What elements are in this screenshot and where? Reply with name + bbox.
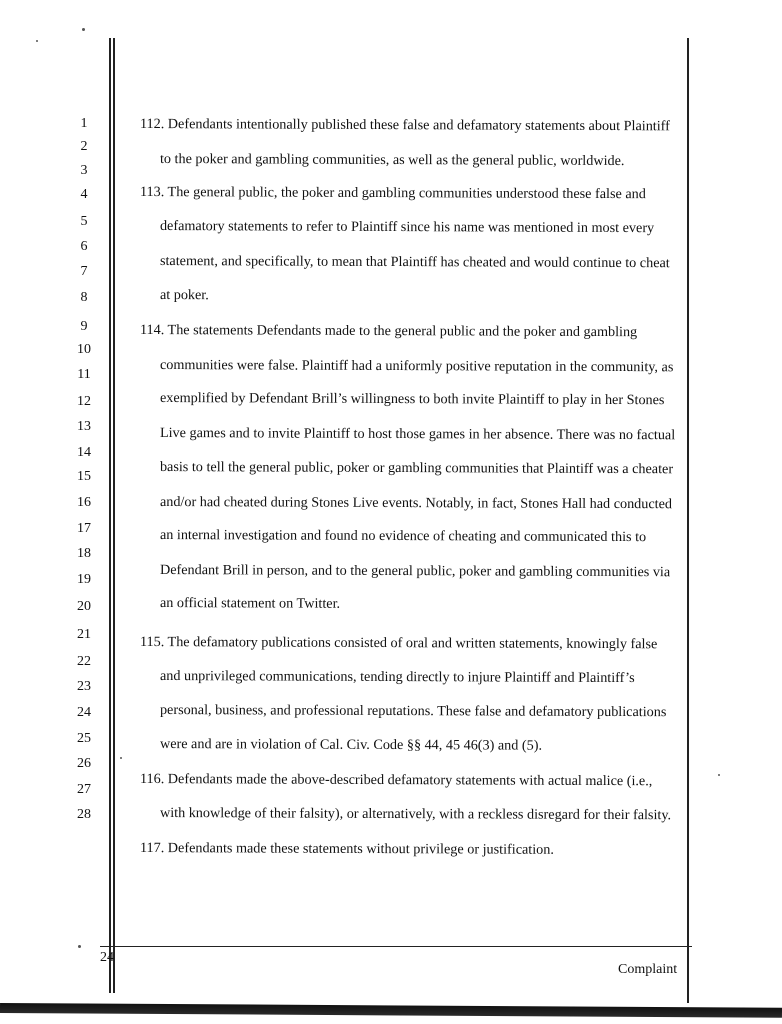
right-margin-rule [687, 38, 689, 1003]
paragraph-line: with knowledge of their falsity), or alternatively, with a reckless disregard for their falsity. [159, 805, 672, 824]
paragraph-first-line: 112. Defendants intentionally published these false and defamatory statements about Plaintiff [139, 116, 670, 135]
paragraph-line: exemplified by Defendant Brill’s willingness to both invite Plaintiff to play in her Stones [159, 390, 665, 409]
pleading-line-number: 17 [77, 521, 91, 536]
pleading-line-number: 25 [77, 731, 91, 746]
pleading-line-number: 22 [77, 654, 91, 669]
pleading-line-number: 19 [77, 572, 91, 587]
scan-speck [36, 40, 38, 42]
page-number: 24 [100, 950, 114, 965]
pleading-line-number: 2 [80, 139, 88, 154]
pleading-line-number: 4 [80, 187, 88, 202]
pleading-line-number: 23 [77, 679, 91, 694]
paragraph-first-line: 115. The defamatory publications consisted of oral and written statements, knowingly false [139, 634, 658, 653]
scan-bottom-shadow [0, 1003, 782, 1018]
pleading-line-number: 15 [77, 469, 91, 484]
pleading-line-number: 24 [77, 705, 91, 720]
paragraph-line: statement, and specifically, to mean that Plaintiff has cheated and would continue to cheat [159, 253, 670, 272]
paragraph-line: defamatory statements to refer to Plaintiff since his name was mentioned in most every [159, 218, 655, 237]
pleading-line-number: 11 [77, 367, 91, 382]
paragraph-first-line: 113. The general public, the poker and gambling communities understood these false and [139, 184, 646, 203]
document-title-footer: Complaint [618, 962, 678, 977]
left-margin-rule-outer [109, 38, 111, 993]
paragraph-first-line: 117. Defendants made these statements without privilege or justification. [139, 840, 554, 858]
pleading-line-number: 16 [77, 495, 91, 510]
pleading-line-number: 9 [80, 319, 88, 334]
pleading-line-number: 10 [77, 342, 91, 357]
pleading-line-number: 18 [77, 546, 91, 561]
paragraph-line: communities were false. Plaintiff had a uniformly positive reputation in the community, as [159, 357, 674, 376]
paragraph-line: an internal investigation and found no evidence of cheating and communicated this to [159, 527, 647, 546]
pleading-line-number: 7 [80, 264, 88, 279]
paragraph-line: Live games and to invite Plaintiff to host those games in her absence. There was no factual [159, 425, 676, 444]
paragraph-line: and unprivileged communications, tending directly to injure Plaintiff and Plaintiff’s [159, 668, 635, 687]
scan-speck [82, 28, 85, 31]
paragraph-line: basis to tell the general public, poker or gambling communities that Plaintiff was a cheater [159, 459, 674, 478]
pleading-line-number: 20 [77, 599, 91, 614]
pleading-line-number: 28 [77, 807, 91, 822]
scan-speck [718, 774, 720, 776]
paragraph-line: at poker. [159, 287, 209, 304]
left-margin-rule-inner [113, 38, 115, 993]
pleading-line-number: 27 [77, 782, 91, 797]
pleading-line-number: 8 [80, 290, 88, 305]
paragraph-line: personal, business, and professional reputations. These false and defamatory publications [159, 702, 667, 721]
pleading-line-number: 13 [77, 419, 91, 434]
pleading-line-number: 6 [80, 239, 88, 254]
scan-speck [78, 945, 81, 948]
scan-speck [120, 757, 122, 759]
pleading-line-number: 12 [77, 394, 91, 409]
pleading-line-number: 3 [80, 163, 88, 178]
paragraph-line: and/or had cheated during Stones Live events. Notably, in fact, Stones Hall had conducted [159, 494, 673, 513]
pleading-line-number: 5 [80, 214, 88, 229]
paragraph-line: an official statement on Twitter. [159, 595, 341, 612]
pleading-line-number: 1 [80, 116, 88, 131]
paragraph-first-line: 116. Defendants made the above-described defamatory statements with actual malice (i.e., [139, 771, 653, 790]
paragraph-line: to the poker and gambling communities, as well as the general public, worldwide. [159, 151, 625, 170]
paragraph-line: were and are in violation of Cal. Civ. Code §§ 44, 45 46(3) and (5). [159, 736, 543, 754]
pleading-line-number: 21 [77, 627, 91, 642]
paragraph-line: Defendant Brill in person, and to the general public, poker and gambling communities via [159, 562, 671, 581]
paragraph-first-line: 114. The statements Defendants made to the general public and the poker and gambling [139, 322, 638, 341]
pleading-line-number: 26 [77, 756, 91, 771]
pleading-line-number: 14 [77, 445, 91, 460]
footer-rule [100, 946, 692, 947]
